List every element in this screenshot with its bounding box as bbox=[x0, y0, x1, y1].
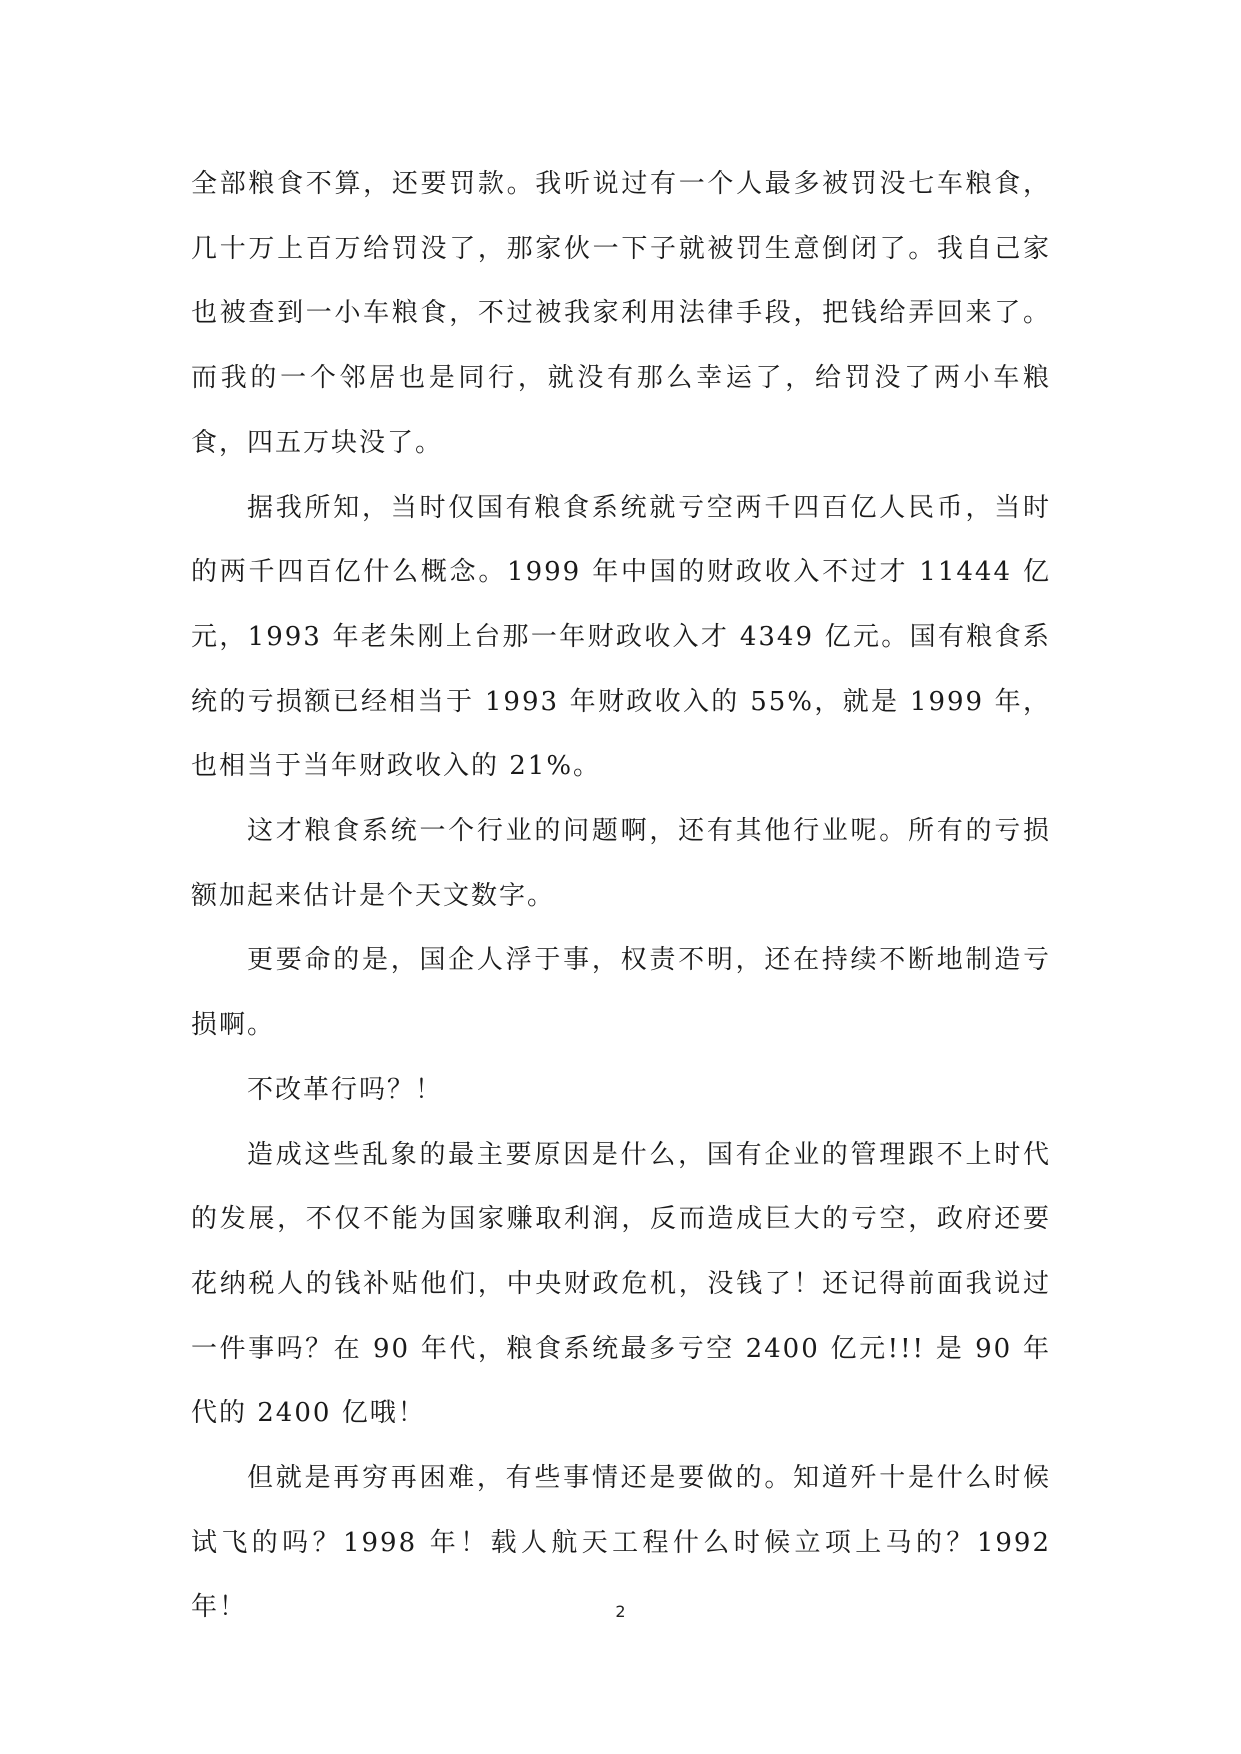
paragraph-1: 全部粮食不算，还要罚款。我听说过有一个人最多被罚没七车粮食，几十万上百万给罚没了，那家伙一下子就被罚生意倒闭了。我自己家也被查到一小车粮食，不过被我家利用法律手段，把钱给弄回来了。而我的一个邻居也是同行，就没有那么幸运了，给罚没了两小车粮食，四五万块没了。 bbox=[191, 169, 1051, 458]
paragraph-3: 这才粮食系统一个行业的问题啊，还有其他行业呢。所有的亏损额加起来估计是个天文数字。 bbox=[191, 816, 1051, 911]
paragraph-7: 但就是再穷再困难，有些事情还是要做的。知道歼十是什么时候试飞的吗？1998 年！载人航天工程什么时候立项上马的？1992 年！ bbox=[191, 1463, 1051, 1623]
paragraph-5: 不改革行吗？！ bbox=[247, 1074, 444, 1105]
body-text bbox=[191, 152, 1051, 1640]
paragraph-2: 据我所知，当时仅国有粮食系统就亏空两千四百亿人民币，当时的两千四百亿什么概念。1999 年中国的财政收入不过才 11444 亿元，1993 年老朱刚上台那一年财政收入才 4349 亿元。国有粮食系统的亏损额已经相当于 1993 年财政收入的 55%，就是 1999 年，也相当于当年财政收入的 21%。 bbox=[191, 492, 1051, 782]
paragraph-6: 造成这些乱象的最主要原因是什么，国有企业的管理跟不上时代的发展，不仅不能为国家赚取利润，反而造成巨大的亏空，政府还要花纳税人的钱补贴他们，中央财政危机，没钱了！还记得前面我说过一件事吗？在 90 年代，粮食系统最多亏空 2400 亿元!!! 是 90 年代的 2400 亿哦！ bbox=[191, 1139, 1051, 1429]
paragraph-4: 更要命的是，国企人浮于事，权责不明，还在持续不断地制造亏损啊。 bbox=[191, 945, 1051, 1041]
page-number: 2 bbox=[615, 1602, 626, 1621]
